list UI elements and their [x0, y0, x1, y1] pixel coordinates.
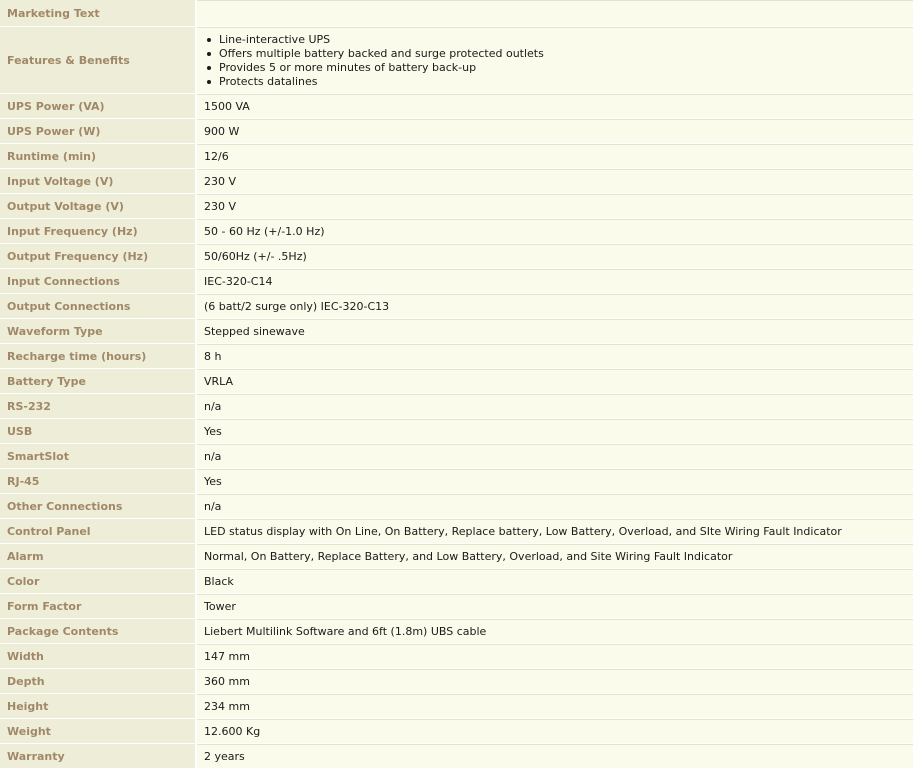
spec-row — [0, 669, 913, 694]
spec-value: Stepped sinewave — [197, 319, 913, 344]
features-list-item: Offers multiple battery backed and surge protected outlets — [219, 47, 913, 61]
spec-row — [0, 219, 913, 244]
spec-label: Input Connections — [0, 269, 197, 294]
spec-row — [0, 144, 913, 169]
spec-label: Recharge time (hours) — [0, 344, 197, 369]
spec-value: (6 batt/2 surge only) IEC-320-C13 — [197, 294, 913, 319]
spec-row — [0, 294, 913, 319]
features-list-item: Protects datalines — [219, 75, 913, 89]
spec-value: n/a — [197, 394, 913, 419]
spec-value — [197, 0, 913, 27]
spec-row — [0, 119, 913, 144]
spec-label: Depth — [0, 669, 197, 694]
spec-row — [0, 394, 913, 419]
spec-value: Yes — [197, 419, 913, 444]
spec-label: Output Connections — [0, 294, 197, 319]
spec-row-features — [0, 27, 913, 94]
spec-row — [0, 319, 913, 344]
spec-value: 147 mm — [197, 644, 913, 669]
features-list-item: Line-interactive UPS — [219, 33, 913, 47]
spec-row — [0, 719, 913, 744]
spec-label: Input Voltage (V) — [0, 169, 197, 194]
features-list — [204, 33, 913, 89]
spec-value: 50/60Hz (+/- .5Hz) — [197, 244, 913, 269]
spec-value: 2 years — [197, 744, 913, 769]
spec-row — [0, 494, 913, 519]
spec-label: Package Contents — [0, 619, 197, 644]
spec-label: Marketing Text — [0, 0, 197, 27]
spec-row — [0, 469, 913, 494]
spec-value: LED status display with On Line, On Battery, Replace battery, Low Battery, Overload, and SIte Wiring Fault Indicator — [197, 519, 913, 544]
spec-label: Output Voltage (V) — [0, 194, 197, 219]
spec-label: Width — [0, 644, 197, 669]
spec-label: Battery Type — [0, 369, 197, 394]
features-list-item: Provides 5 or more minutes of battery back-up — [219, 61, 913, 75]
spec-row — [0, 569, 913, 594]
spec-value: VRLA — [197, 369, 913, 394]
spec-label: Output Frequency (Hz) — [0, 244, 197, 269]
spec-label: Input Frequency (Hz) — [0, 219, 197, 244]
spec-value: n/a — [197, 494, 913, 519]
spec-row — [0, 444, 913, 469]
spec-value: n/a — [197, 444, 913, 469]
spec-label: Form Factor — [0, 594, 197, 619]
spec-row — [0, 269, 913, 294]
spec-label: SmartSlot — [0, 444, 197, 469]
spec-label: RJ-45 — [0, 469, 197, 494]
spec-value: Yes — [197, 469, 913, 494]
spec-row — [0, 694, 913, 719]
spec-label: USB — [0, 419, 197, 444]
spec-label: Weight — [0, 719, 197, 744]
spec-row — [0, 744, 913, 769]
spec-row — [0, 644, 913, 669]
spec-value: Liebert Multilink Software and 6ft (1.8m) UBS cable — [197, 619, 913, 644]
spec-value: 234 mm — [197, 694, 913, 719]
spec-value: IEC-320-C14 — [197, 269, 913, 294]
spec-label: UPS Power (VA) — [0, 94, 197, 119]
spec-label: Other Connections — [0, 494, 197, 519]
spec-value: Normal, On Battery, Replace Battery, and Low Battery, Overload, and Site Wiring Fault Indicator — [197, 544, 913, 569]
spec-row — [0, 419, 913, 444]
spec-row — [0, 594, 913, 619]
spec-label: Color — [0, 569, 197, 594]
spec-row-marketing-text — [0, 0, 913, 27]
spec-row — [0, 344, 913, 369]
spec-row — [0, 94, 913, 119]
spec-row — [0, 194, 913, 219]
spec-row — [0, 619, 913, 644]
spec-label: Waveform Type — [0, 319, 197, 344]
spec-value: 230 V — [197, 169, 913, 194]
spec-value — [197, 27, 913, 94]
spec-value: 12.600 Kg — [197, 719, 913, 744]
spec-label: UPS Power (W) — [0, 119, 197, 144]
spec-row — [0, 369, 913, 394]
spec-label: Height — [0, 694, 197, 719]
spec-label: Control Panel — [0, 519, 197, 544]
spec-value: 8 h — [197, 344, 913, 369]
spec-row — [0, 169, 913, 194]
spec-value: 50 - 60 Hz (+/-1.0 Hz) — [197, 219, 913, 244]
spec-value: 900 W — [197, 119, 913, 144]
spec-value: 360 mm — [197, 669, 913, 694]
spec-value: Black — [197, 569, 913, 594]
spec-label: Warranty — [0, 744, 197, 769]
spec-row — [0, 544, 913, 569]
spec-label: Alarm — [0, 544, 197, 569]
spec-value: 230 V — [197, 194, 913, 219]
spec-row — [0, 244, 913, 269]
spec-label: Features & Benefits — [0, 27, 197, 94]
spec-value: 12/6 — [197, 144, 913, 169]
spec-value: Tower — [197, 594, 913, 619]
spec-row — [0, 519, 913, 544]
spec-label: Runtime (min) — [0, 144, 197, 169]
spec-label: RS-232 — [0, 394, 197, 419]
spec-value: 1500 VA — [197, 94, 913, 119]
